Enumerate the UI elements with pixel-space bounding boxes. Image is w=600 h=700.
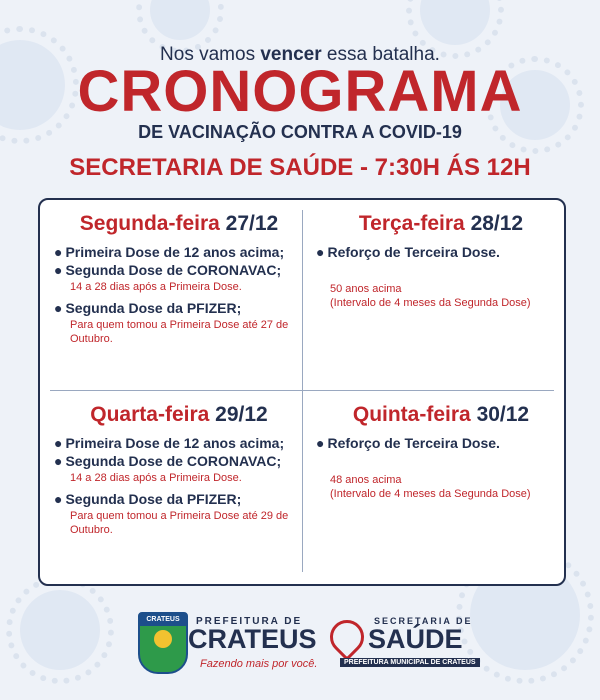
item-note [316, 473, 566, 501]
secretaria-name: SAÚDE [368, 624, 463, 654]
day-date: 30/12 [476, 403, 530, 426]
bullet-icon: ● [316, 435, 325, 451]
day-title [316, 212, 566, 236]
item-note: Para quem tomou a Primeira Dose até 29 de Outubro. [70, 510, 289, 536]
day-tuesday [316, 212, 566, 310]
tagline-bold: vencer [260, 44, 322, 65]
day-weekday: Terça-feira [358, 212, 465, 235]
item-text: Segunda Dose da PFIZER; [65, 491, 242, 507]
day-weekday: Segunda-feira [79, 212, 220, 235]
day-weekday: Quarta-feira [90, 403, 210, 426]
shield-label: CRATEUS [140, 614, 186, 626]
footer-logos [0, 606, 600, 700]
list-item [54, 453, 304, 469]
schedule-card [38, 198, 566, 586]
day-date: 29/12 [215, 403, 268, 426]
item-text: Primeira Dose de 12 anos acima; [65, 435, 285, 451]
item-text: Segunda Dose da PFIZER; [65, 300, 242, 316]
prefeitura-label: PREFEITURA DE [196, 616, 303, 627]
item-note: 14 a 28 dias após a Primeira Dose. [70, 472, 242, 484]
page-subtitle: DE VACINAÇÃO CONTRA A COVID-19 [138, 122, 462, 142]
secretaria-subtitle: PREFEITURA MUNICIPAL DE CRATEÚS [340, 658, 480, 667]
note-line: (Intervalo de 4 meses da Segunda Dose) [330, 297, 531, 309]
page-title: CRONOGRAMA [77, 59, 523, 124]
prefeitura-name: CRATEUS [188, 624, 317, 654]
day-monday [54, 212, 304, 352]
day-date: 27/12 [225, 212, 279, 235]
day-wednesday [54, 403, 304, 543]
bullet-icon: ● [316, 244, 325, 260]
day-thursday [316, 403, 566, 501]
day-title [54, 403, 304, 427]
bullet-icon: ● [54, 300, 63, 316]
list-item [54, 491, 304, 507]
item-note [316, 282, 566, 310]
divider-horizontal [50, 390, 554, 391]
day-weekday: Quinta-feira [352, 403, 471, 426]
list-item [316, 435, 566, 451]
item-note: 14 a 28 dias após a Primeira Dose. [70, 281, 242, 293]
bullet-icon: ● [54, 244, 63, 260]
bullet-icon: ● [54, 491, 63, 507]
tagline-post: essa batalha. [321, 44, 440, 65]
item-text: Segunda Dose de CORONAVAC; [65, 262, 282, 278]
list-item [54, 300, 304, 316]
day-title [54, 212, 304, 236]
bullet-icon: ● [54, 453, 63, 469]
list-item [54, 262, 304, 278]
list-item [54, 435, 304, 451]
list-item [54, 244, 304, 260]
item-text: Segunda Dose de CORONAVAC; [65, 453, 282, 469]
item-text: Primeira Dose de 12 anos acima; [65, 244, 285, 260]
note-line: 48 anos acima [330, 474, 402, 486]
heart-icon [323, 613, 371, 661]
bullet-icon: ● [54, 435, 63, 451]
tagline-pre: Nos vamos [160, 44, 261, 65]
schedule-hours: SECRETARIA DE SAÚDE - 7:30H ÁS 12H [69, 154, 531, 181]
day-date: 28/12 [470, 212, 524, 235]
virus-decoration-icon [150, 0, 210, 40]
note-line: (Intervalo de 4 meses da Segunda Dose) [330, 488, 531, 500]
prefeitura-slogan: Fazendo mais por você. [200, 658, 318, 670]
virus-decoration-icon [420, 0, 490, 45]
bullet-icon: ● [54, 262, 63, 278]
day-title [316, 403, 566, 427]
item-text: Reforço de Terceira Dose. [327, 244, 500, 260]
crateus-shield-icon [138, 612, 188, 674]
item-note: Para quem tomou a Primeira Dose até 27 de Outubro. [70, 319, 289, 345]
item-text: Reforço de Terceira Dose. [327, 435, 500, 451]
note-line: 50 anos acima [330, 283, 402, 295]
sun-icon [154, 630, 172, 648]
list-item [316, 244, 566, 260]
secretaria-label: SECRETARIA DE [374, 616, 473, 626]
